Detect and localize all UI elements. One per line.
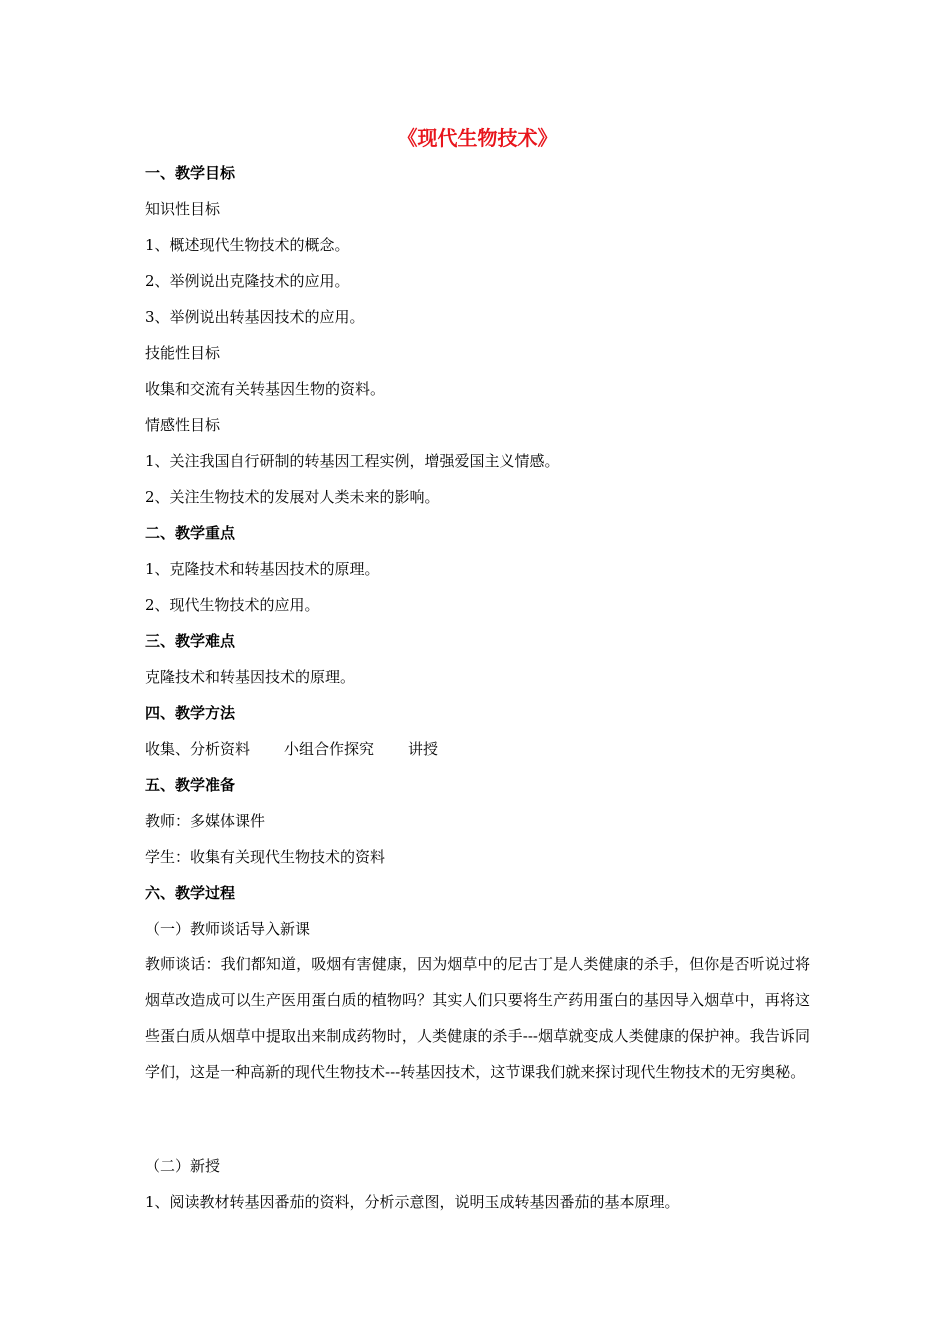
methods-row	[145, 738, 438, 760]
process-part1-paragraph: 教师谈话：我们都知道，吸烟有害健康，因为烟草中的尼古丁是人类健康的杀手，但你是否听说过将烟草改造成可以生产医用蛋白质的植物吗？其实人们只要将生产药用蛋白的基因导入烟草中，再将这些蛋白质从烟草中提取出来制成药物时，人类健康的杀手---烟草就变成人类健康的保护神。我告诉同学们，这是一种高新的现代生物技术---转基因技术，这节课我们就来探讨现代生物技术的无穷奥秘。	[145, 955, 810, 1081]
section-heading-process: 六、教学过程	[145, 884, 236, 902]
process-part1-label: （一）教师谈话导入新课	[145, 920, 311, 938]
knowledge-goal-item: 2、举例说出克隆技术的应用。	[145, 272, 350, 290]
section-heading-methods: 四、教学方法	[145, 704, 236, 722]
key-point-item: 1、克隆技术和转基因技术的原理。	[145, 560, 380, 578]
knowledge-goal-item: 3、举例说出转基因技术的应用。	[145, 308, 365, 326]
skill-goal-item: 收集和交流有关转基因生物的资料。	[145, 380, 386, 398]
knowledge-goal-label: 知识性目标	[145, 200, 221, 218]
process-part2-item: 1、阅读教材转基因番茄的资料，分析示意图，说明玉成转基因番茄的基本原理。	[145, 1193, 680, 1211]
process-part2-label: （二）新授	[145, 1157, 221, 1175]
skill-goal-label: 技能性目标	[145, 344, 221, 362]
section-heading-preparation: 五、教学准备	[145, 776, 236, 794]
preparation-teacher: 教师：多媒体课件	[145, 812, 266, 830]
emotion-goal-item: 2、关注生物技术的发展对人类未来的影响。	[145, 488, 440, 506]
method-item: 小组合作探究	[284, 740, 375, 758]
emotion-goal-item: 1、关注我国自行研制的转基因工程实例，增强爱国主义情感。	[145, 452, 560, 470]
preparation-student: 学生：收集有关现代生物技术的资料	[145, 848, 386, 866]
difficulty-item: 克隆技术和转基因技术的原理。	[145, 668, 356, 686]
section-heading-key-points: 二、教学重点	[145, 524, 236, 542]
section-heading-goals: 一、教学目标	[145, 164, 236, 182]
key-point-item: 2、现代生物技术的应用。	[145, 596, 320, 614]
method-item: 收集、分析资料	[145, 740, 251, 758]
knowledge-goal-item: 1、概述现代生物技术的概念。	[145, 236, 350, 254]
emotion-goal-label: 情感性目标	[145, 416, 221, 434]
method-item: 讲授	[408, 740, 439, 758]
section-heading-difficulties: 三、教学难点	[145, 632, 236, 650]
document-title: 《现代生物技术》	[397, 126, 558, 150]
